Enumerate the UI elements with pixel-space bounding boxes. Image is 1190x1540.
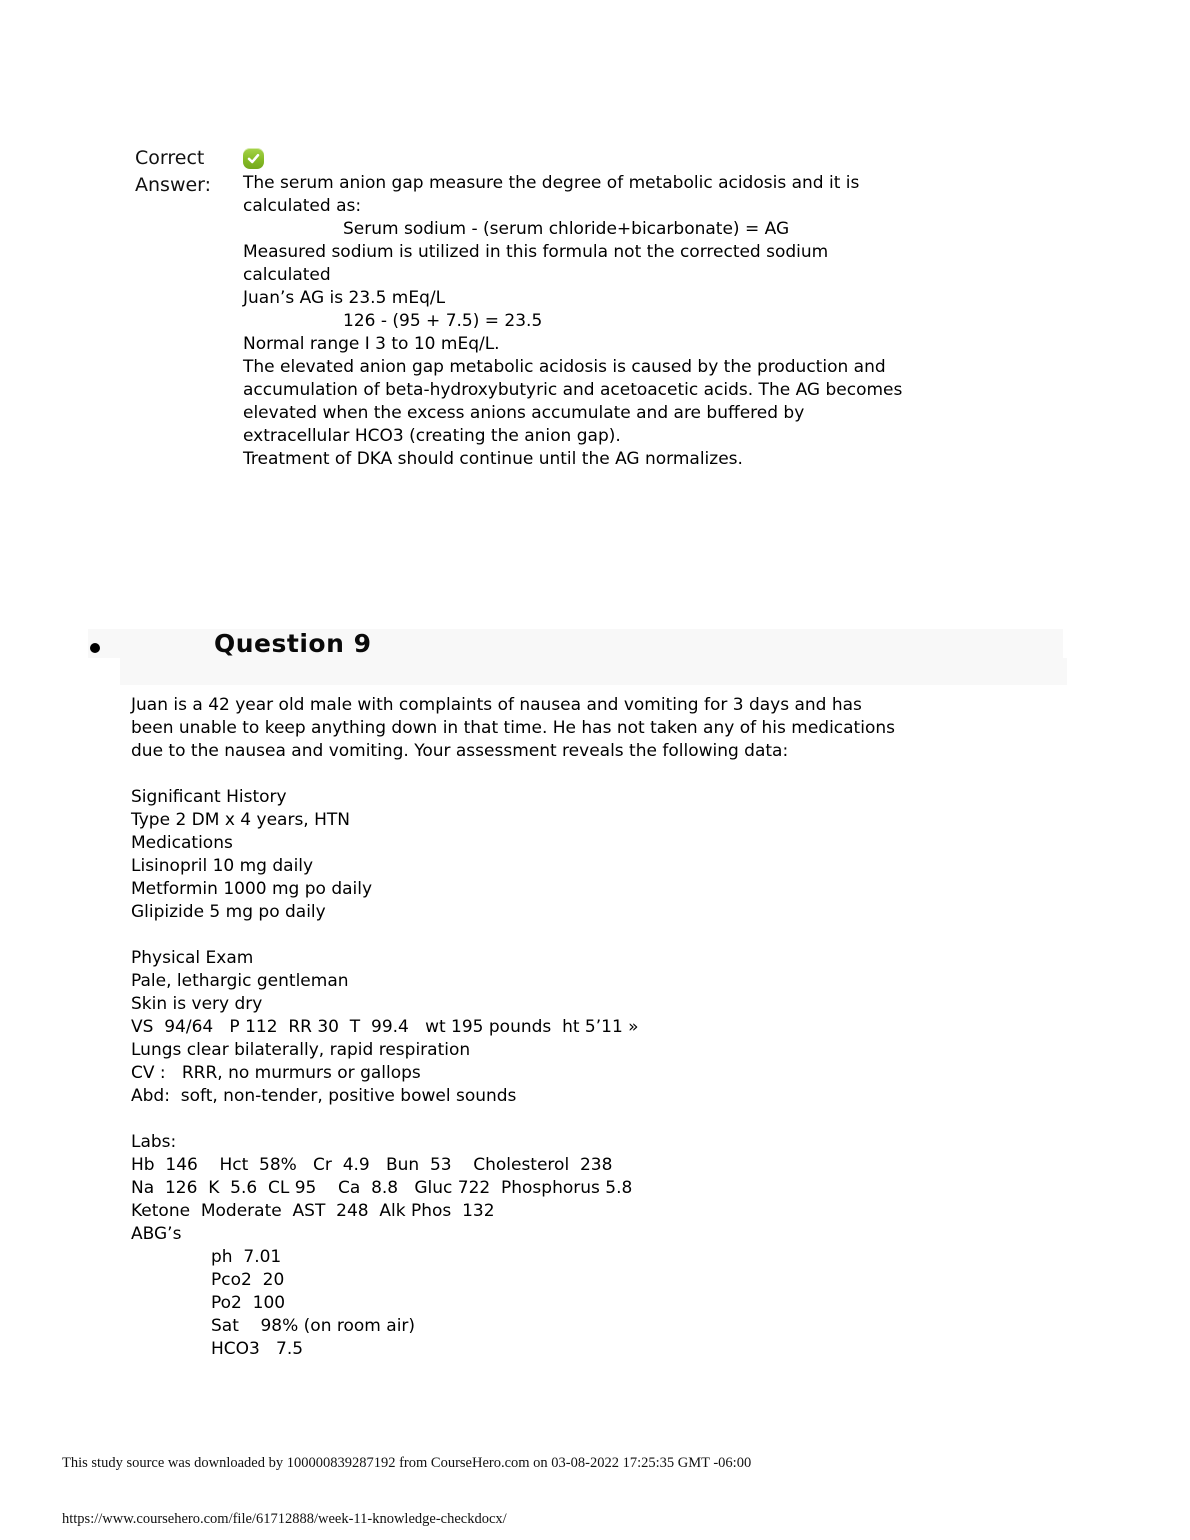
- question-text-line: Juan is a 42 year old male with complaints of nausea and vomiting for 3 days and has: [131, 695, 862, 715]
- footer-download-note: This study source was downloaded by 100000839287192 from CourseHero.com on 03-08-2022 17:25:35 GMT -06:00: [62, 1455, 752, 1471]
- question-text-line: HCO3 7.5: [211, 1339, 304, 1359]
- answer-text-line: Measured sodium is utilized in this formula not the corrected sodium: [243, 242, 829, 262]
- question-heading-band-continuation: [120, 658, 1067, 685]
- answer-explanation-text: [243, 172, 1023, 471]
- answer-text-line: accumulation of beta-hydroxybutyric and acetoacetic acids. The AG becomes: [243, 380, 903, 400]
- answer-text-line: calculated: [243, 265, 331, 285]
- question-heading: Question 9: [214, 629, 372, 658]
- question-text-line: Glipizide 5 mg po daily: [131, 902, 326, 922]
- answer-text-line: Treatment of DKA should continue until the AG normalizes.: [243, 449, 743, 469]
- question-text-line: Medications: [131, 833, 233, 853]
- question-text-line: Physical Exam: [131, 948, 254, 968]
- question-text-line: Lungs clear bilaterally, rapid respiration: [131, 1040, 471, 1060]
- answer-text-line: elevated when the excess anions accumulate and are buffered by: [243, 403, 805, 423]
- question-text-line: Pale, lethargic gentleman: [131, 971, 349, 991]
- correct-answer-content: [243, 145, 1023, 471]
- question-body-text: [131, 694, 1091, 1361]
- question-text-line: Metformin 1000 mg po daily: [131, 879, 373, 899]
- answer-text-line: Serum sodium - (serum chloride+bicarbonate) = AG: [343, 219, 790, 239]
- question-text-line: ph 7.01: [211, 1247, 282, 1267]
- question-text-line: [131, 763, 1091, 786]
- question-text-line: Labs:: [131, 1132, 177, 1152]
- question-text-line: Pco2 20: [211, 1270, 285, 1290]
- answer-text-line: Juan’s AG is 23.5 mEq/L: [243, 288, 446, 308]
- question-text-line: due to the nausea and vomiting. Your assessment reveals the following data:: [131, 741, 789, 761]
- question-text-line: Hb 146 Hct 58% Cr 4.9 Bun 53 Cholesterol 238: [131, 1155, 613, 1175]
- answer-label-line: Answer:: [135, 174, 212, 196]
- question-text-line: Significant History: [131, 787, 287, 807]
- question-text-line: Skin is very dry: [131, 994, 263, 1014]
- answer-text-line: Normal range I 3 to 10 mEq/L.: [243, 334, 500, 354]
- question-text-line: Sat 98% (on room air): [211, 1316, 416, 1336]
- question-text-line: VS 94/64 P 112 RR 30 T 99.4 wt 195 pounds ht 5’11 »: [131, 1017, 639, 1037]
- correct-answer-block: [135, 145, 1023, 471]
- question-text-line: CV : RRR, no murmurs or gallops: [131, 1063, 421, 1083]
- answer-text-line: calculated as:: [243, 196, 362, 216]
- question-text-line: Type 2 DM x 4 years, HTN: [131, 810, 350, 830]
- question-text-line: [131, 924, 1091, 947]
- question-text-line: been unable to keep anything down in that time. He has not taken any of his medications: [131, 718, 895, 738]
- question-text-line: ABG’s: [131, 1224, 182, 1244]
- answer-status-row: [243, 145, 1023, 172]
- question-text-line: [131, 1108, 1091, 1131]
- answer-text-line: The elevated anion gap metabolic acidosis is caused by the production and: [243, 357, 886, 377]
- correct-answer-label: [135, 145, 243, 199]
- question-text-line: Na 126 K 5.6 CL 95 Ca 8.8 Gluc 722 Phosphorus 5.8: [131, 1178, 633, 1198]
- footer-source-url-link[interactable]: https://www.coursehero.com/file/61712888/week-11-knowledge-checkdocx/: [62, 1511, 507, 1527]
- answer-text-line: The serum anion gap measure the degree of metabolic acidosis and it is: [243, 173, 860, 193]
- answer-text-line: 126 - (95 + 7.5) = 23.5: [343, 311, 543, 331]
- question-text-line: Lisinopril 10 mg daily: [131, 856, 314, 876]
- answer-text-line: extracellular HCO3 (creating the anion gap).: [243, 426, 621, 446]
- question-text-line: Ketone Moderate AST 248 Alk Phos 132: [131, 1201, 495, 1221]
- correct-check-icon: [243, 148, 264, 169]
- question-text-line: Po2 100: [211, 1293, 286, 1313]
- list-bullet-icon: [90, 643, 100, 653]
- correct-label-line: Correct: [135, 147, 205, 169]
- question-text-line: Abd: soft, non-tender, positive bowel sounds: [131, 1086, 517, 1106]
